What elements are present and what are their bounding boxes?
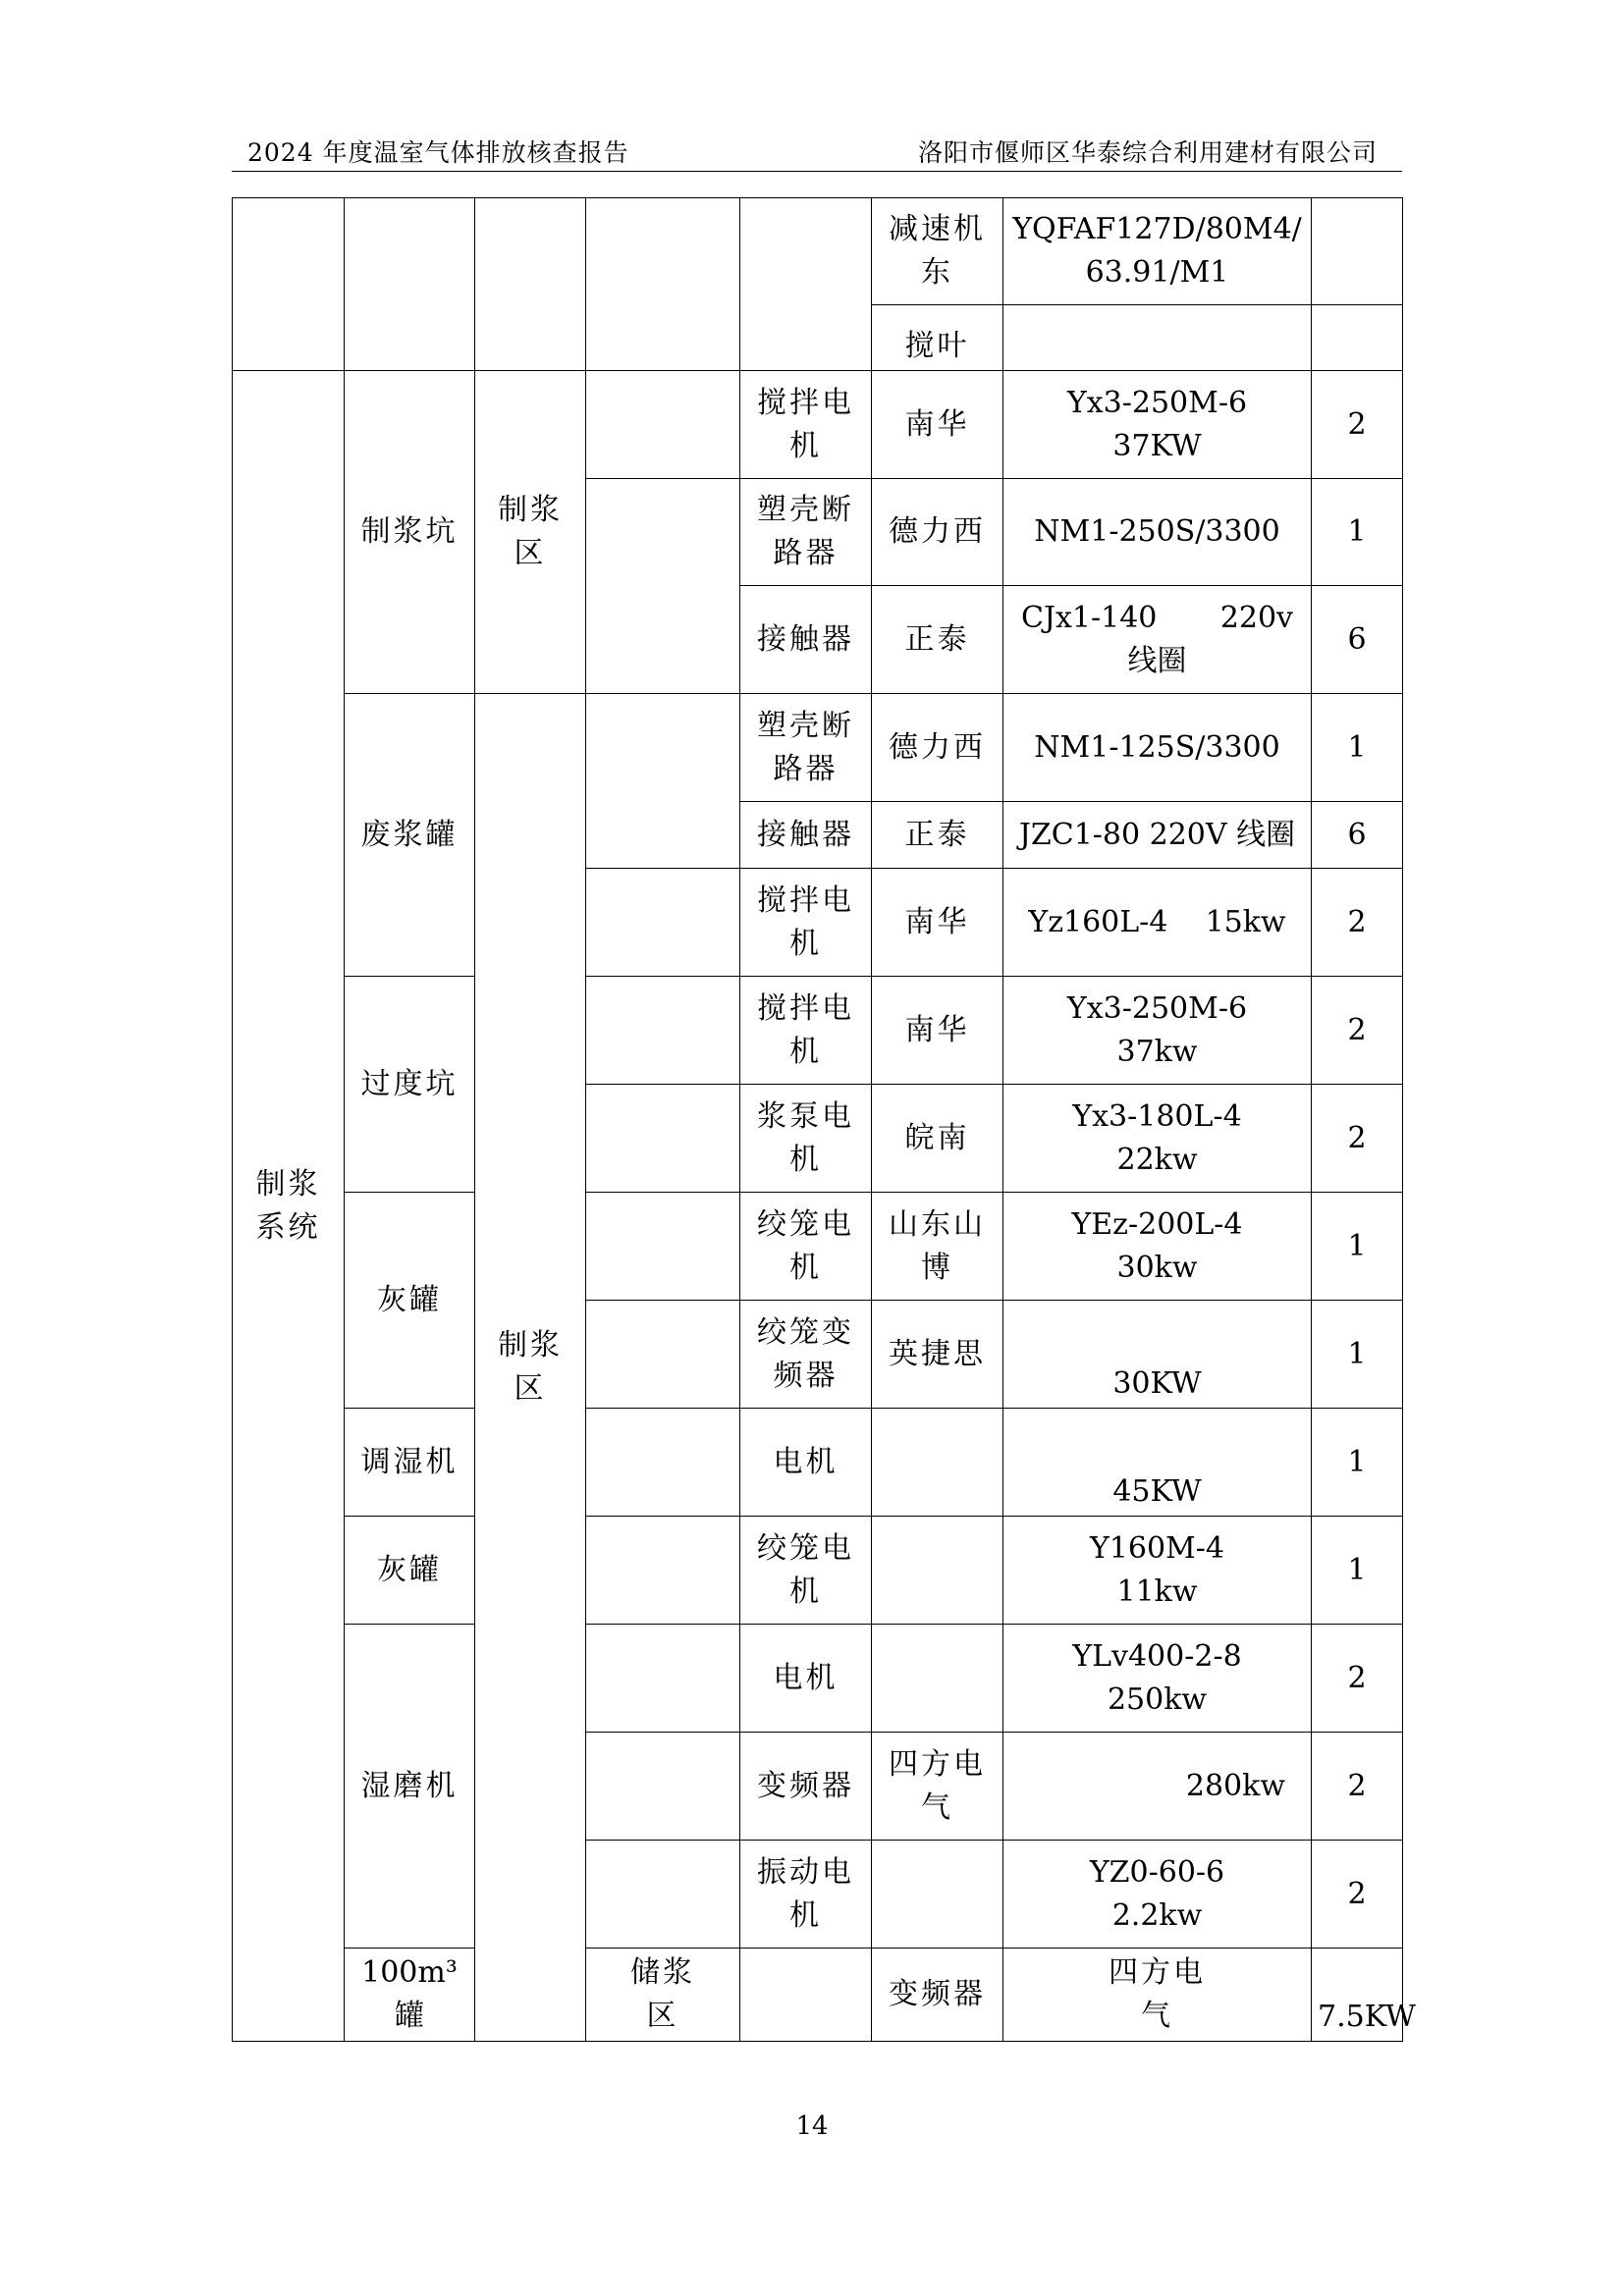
- cell-brand: 南华: [872, 869, 1003, 977]
- cell-empty: [586, 479, 740, 694]
- cell-brand: 皖南: [872, 1085, 1003, 1193]
- cell-model: [1003, 1733, 1312, 1841]
- cell-equipment: 调湿机: [345, 1409, 475, 1517]
- cell-device-name: [872, 198, 1003, 305]
- cell-part: 接触器: [740, 802, 872, 869]
- cell-empty: [586, 371, 740, 479]
- model-line2: 22kw: [1116, 1142, 1198, 1177]
- cell-empty: [586, 198, 740, 371]
- model-line2: 37KW: [1112, 428, 1202, 463]
- table-row: [233, 1949, 1403, 2042]
- cell-brand: [1003, 1949, 1312, 2042]
- cell-part: [740, 371, 872, 479]
- cell-qty: 6: [1312, 802, 1403, 869]
- cell-area: [586, 1949, 740, 2042]
- brand-label: 四方电气: [889, 1746, 986, 1825]
- table-row: [233, 1625, 1403, 1733]
- equipment-label: 100m³罐: [361, 1955, 458, 2033]
- cell-empty: [586, 1841, 740, 1949]
- cell-brand: [872, 1733, 1003, 1841]
- cell-model: JZC1-80 220V 线圈: [1003, 802, 1312, 869]
- cell-part: 电机: [740, 1625, 872, 1733]
- model-line2: 30kw: [1116, 1250, 1198, 1285]
- header-company-name: 洛阳市偃师区华泰综合利用建材有限公司: [917, 138, 1378, 167]
- cell-model: NM1-125S/3300: [1003, 694, 1312, 802]
- cell-model: [1003, 371, 1312, 479]
- cell-empty: [345, 198, 475, 371]
- table-row: [233, 694, 1403, 802]
- cell-equipment: 灰罐: [345, 1517, 475, 1625]
- area-label: 储浆区: [630, 1955, 695, 2033]
- gear-brand: 东: [921, 255, 953, 290]
- model-line1: Y160M-4: [1089, 1530, 1224, 1566]
- cell-empty: [586, 1733, 740, 1841]
- cell-empty: [586, 1301, 740, 1409]
- cell-model: [1003, 305, 1312, 371]
- cell-model: [1003, 198, 1312, 305]
- cell-empty: [586, 869, 740, 977]
- cell-qty: [1312, 305, 1403, 371]
- cell-model: [1003, 1625, 1312, 1733]
- cell-qty: 2: [1312, 1733, 1403, 1841]
- cell-empty: [586, 694, 740, 869]
- cell-empty: [586, 1085, 740, 1193]
- model-line2: 37kw: [1116, 1034, 1198, 1069]
- part-label: 绞笼电机: [757, 1206, 854, 1285]
- cell-qty: 1: [1312, 1409, 1403, 1517]
- table-row: [233, 371, 1403, 479]
- cell-brand: [872, 1625, 1003, 1733]
- cell-brand: 南华: [872, 977, 1003, 1085]
- cell-model: NM1-250S/3300: [1003, 479, 1312, 586]
- cell-empty: [586, 1193, 740, 1301]
- header-report-title: 2024 年度温室气体排放核查报告: [247, 138, 629, 167]
- model-line1: Yx3-180L-4: [1072, 1098, 1242, 1134]
- model-part-b: 220v: [1219, 600, 1293, 635]
- table-row: [233, 1409, 1403, 1517]
- cell-part: 接触器: [740, 586, 872, 694]
- cell-part: [740, 694, 872, 802]
- cell-brand: [872, 1841, 1003, 1949]
- cell-area: [475, 694, 586, 2042]
- cell-empty: [475, 198, 586, 371]
- model-line2: 250kw: [1107, 1682, 1208, 1717]
- cell-qty: 2: [1312, 1625, 1403, 1733]
- cell-part: [740, 1193, 872, 1301]
- cell-qty: 2: [1312, 1085, 1403, 1193]
- model-part-b: 15kw: [1205, 904, 1286, 939]
- cell-qty: 2: [1312, 1841, 1403, 1949]
- table-row: [233, 198, 1403, 305]
- header-rule: [232, 171, 1402, 172]
- cell-qty: [1312, 198, 1403, 305]
- part-label: 绞笼变频器: [757, 1314, 854, 1393]
- part-label: 搅拌电机: [757, 990, 854, 1069]
- cell-empty: [740, 198, 872, 371]
- model-line1: YZ0-60-6: [1089, 1854, 1225, 1890]
- cell-brand: [872, 1517, 1003, 1625]
- part-label: 浆泵电机: [757, 1098, 854, 1177]
- model-line1: Yx3-250M-6: [1066, 990, 1248, 1026]
- part-label: 绞笼电机: [757, 1530, 854, 1609]
- cell-brand: [872, 1193, 1003, 1301]
- cell-empty: [586, 1625, 740, 1733]
- cell-empty: [586, 977, 740, 1085]
- cell-model: [1003, 1841, 1312, 1949]
- cell-qty: 2: [1312, 371, 1403, 479]
- system-label: 制浆系统: [255, 1166, 321, 1245]
- cell-model: 30KW: [1003, 1301, 1312, 1409]
- cell-brand: 正泰: [872, 802, 1003, 869]
- area-label: 制浆区: [498, 1328, 563, 1406]
- cell-brand: 英捷思: [872, 1301, 1003, 1409]
- part-label: 振动电机: [757, 1854, 854, 1933]
- cell-brand: 德力西: [872, 479, 1003, 586]
- cell-equipment: 灰罐: [345, 1193, 475, 1409]
- cell-system: [233, 371, 345, 2042]
- gear-name: 减速机: [889, 212, 986, 246]
- gear-model-line2: 63.91/M1: [1085, 255, 1229, 290]
- cell-model: [1003, 977, 1312, 1085]
- cell-qty: 1: [1312, 1193, 1403, 1301]
- cell-part: [740, 1301, 872, 1409]
- table-row: [233, 977, 1403, 1085]
- cell-model: 7.5KW: [1312, 1949, 1403, 2042]
- cell-qty: 1: [1312, 694, 1403, 802]
- cell-brand: 正泰: [872, 586, 1003, 694]
- equipment-table: [232, 197, 1416, 2042]
- cell-part: 电机: [740, 1409, 872, 1517]
- brand-label: 山东山博: [889, 1206, 986, 1285]
- cell-equipment: [345, 1949, 475, 2042]
- page-number: 14: [795, 2111, 829, 2141]
- cell-model: [1003, 586, 1312, 694]
- cell-qty: 1: [1312, 1301, 1403, 1409]
- cell-area: [475, 371, 586, 694]
- part-label: 搅拌电机: [757, 882, 854, 961]
- cell-empty: [233, 198, 345, 371]
- part-label: 塑壳断路器: [757, 708, 854, 786]
- cell-empty: [586, 1517, 740, 1625]
- cell-model: 45KW: [1003, 1409, 1312, 1517]
- cell-part: [740, 1517, 872, 1625]
- cell-qty: 6: [1312, 586, 1403, 694]
- model-line1: YLv400-2-8: [1072, 1638, 1242, 1674]
- cell-part: [740, 1841, 872, 1949]
- cell-part: 变频器: [740, 1733, 872, 1841]
- cell-equipment: 过度坑: [345, 977, 475, 1193]
- cell-equipment: 湿磨机: [345, 1625, 475, 1949]
- model-value: 280kw: [1185, 1768, 1285, 1803]
- cell-qty: 2: [1312, 977, 1403, 1085]
- cell-equipment: 废浆罐: [345, 694, 475, 977]
- cell-part: 变频器: [872, 1949, 1003, 2042]
- model-part-c: 线圈: [1127, 643, 1187, 678]
- cell-model: [1003, 1517, 1312, 1625]
- cell-brand: 南华: [872, 371, 1003, 479]
- cell-empty: [586, 1409, 740, 1517]
- cell-qty: 2: [1312, 869, 1403, 977]
- model-part-a: Yz160L-4: [1028, 904, 1168, 939]
- table-row: [233, 1517, 1403, 1625]
- cell-part: [740, 977, 872, 1085]
- model-line2: 2.2kw: [1111, 1897, 1203, 1933]
- part-label: 搅拌电机: [757, 385, 854, 463]
- brand-label: 四方电气: [1109, 1955, 1206, 2033]
- cell-part: [740, 1085, 872, 1193]
- table-row: [233, 1193, 1403, 1301]
- area-label: 制浆区: [498, 493, 563, 570]
- model-line1: YEz-200L-4: [1071, 1206, 1243, 1242]
- model-line1: Yx3-250M-6: [1066, 385, 1248, 420]
- cell-model: [1003, 1193, 1312, 1301]
- model-part-a: CJx1-140: [1021, 600, 1158, 635]
- cell-model: [1003, 1085, 1312, 1193]
- part-label: 塑壳断路器: [757, 493, 854, 570]
- cell-part: [740, 869, 872, 977]
- model-line2: 11kw: [1116, 1574, 1198, 1609]
- cell-empty: [740, 1949, 872, 2042]
- cell-qty: 1: [1312, 479, 1403, 586]
- cell-equipment: 制浆坑: [345, 371, 475, 694]
- cell-qty: 1: [1312, 1517, 1403, 1625]
- cell-device-name: 搅叶: [872, 305, 1003, 371]
- cell-part: [740, 479, 872, 586]
- gear-model-line1: YQFAF127D/80M4/: [1012, 212, 1302, 246]
- cell-brand: 德力西: [872, 694, 1003, 802]
- cell-model: [1003, 869, 1312, 977]
- cell-brand: [872, 1409, 1003, 1517]
